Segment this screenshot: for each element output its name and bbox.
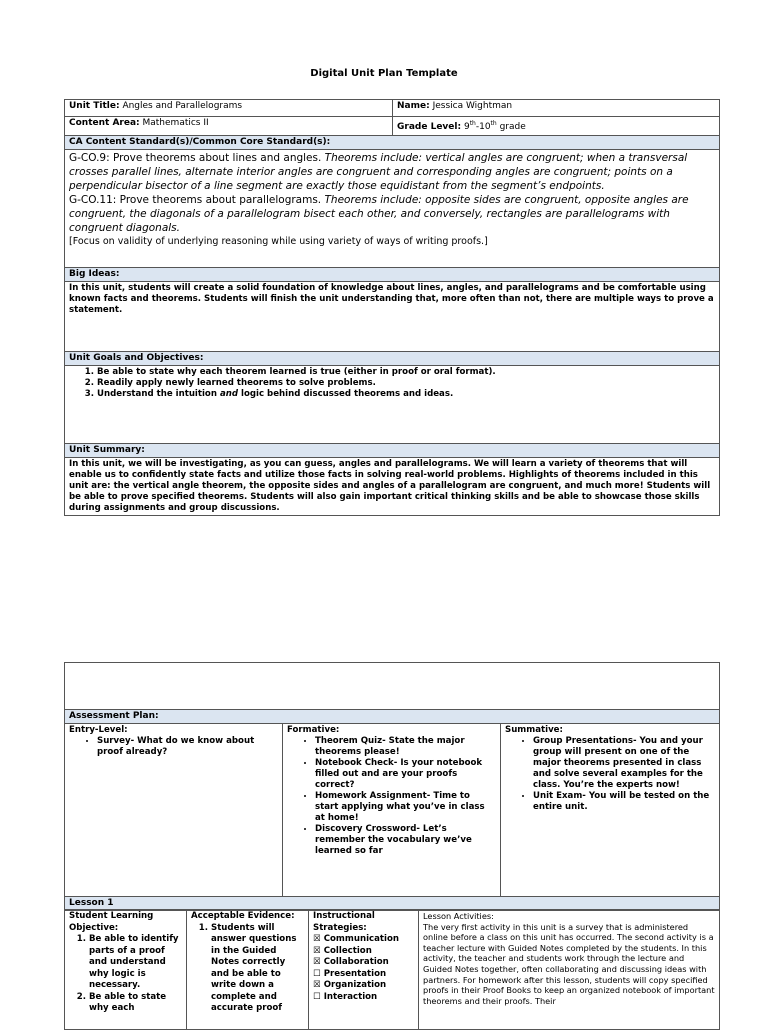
strategies-cell <box>309 910 419 1030</box>
blank-row <box>65 663 720 710</box>
assessment-header: Assessment Plan: <box>65 710 720 724</box>
activities-label: Lesson Activities: <box>423 911 494 921</box>
slo-list <box>69 934 182 1015</box>
strategies-label: Instructional Strategies: <box>313 911 375 933</box>
goals-list <box>69 367 715 400</box>
formative-item: • Discovery Crossword- Let’s remember the vocabulary we’ve learned so far <box>315 824 496 857</box>
summative-item: • Group Presentations- You and your group will present on one of the major theorems presented in class and solve several examples for the class. You’re the experts now! <box>533 736 715 791</box>
strategy-interaction[interactable]: ☐ Interaction <box>313 991 378 1002</box>
grade-level-value: 9th-10th grade <box>463 120 526 132</box>
unchecked-box-icon[interactable]: ☐ <box>313 991 321 1002</box>
standards-header: CA Content Standard(s)/Common Core Standard(s): <box>65 136 720 150</box>
formative-label: Formative: <box>287 725 340 735</box>
goal-item: 1. Be able to state why each theorem learned is true (either in proof or oral format). <box>97 367 715 378</box>
standards-body <box>65 150 720 268</box>
unit-title-cell <box>65 100 393 117</box>
strategy-presentation[interactable]: ☐ Presentation <box>313 968 387 979</box>
formative-item: • Theorem Quiz- State the major theorems please! <box>315 736 496 758</box>
evidence-cell <box>187 910 309 1030</box>
summary-body: In this unit, we will be investigating, as you can guess, angles and parallelograms. We will learn a variety of theorems that will enable us to confidently state facts and utilize those facts in solving real-world problems. Highlights of theorems included in this unit are: the vertical angle theorem, the opposite sides and angles of a parallelogram are congruent, and much more! Students will be able to prove specified theorems. Students will also gain important critical thinking skills and be able to showcase those skills during assignments and group discussions. <box>65 458 720 516</box>
formative-list <box>287 736 496 857</box>
content-area-cell <box>65 117 393 136</box>
goal-item: 3. Understand the intuition and logic behind discussed theorems and ideas. <box>97 389 715 400</box>
assessment-table <box>64 662 720 911</box>
summative-item: • Unit Exam- You will be tested on the entire unit. <box>533 791 715 813</box>
big-ideas-body: In this unit, students will create a solid foundation of knowledge about lines, angles, and parallelograms and be comfortable using known facts and theorems. Students will finish the unit understanding that, more often than not, there are multiple ways to prove a statement. <box>65 282 720 352</box>
formative-cell <box>283 724 501 897</box>
goals-body <box>65 366 720 444</box>
activities-cell <box>419 910 720 1030</box>
entry-level-cell <box>65 724 283 897</box>
evidence-label: Acceptable Evidence: <box>191 911 295 921</box>
strategy-communication[interactable]: ☒ Communication <box>313 934 399 944</box>
checked-box-icon[interactable]: ☒ <box>313 945 321 956</box>
formative-item: • Notebook Check- Is your notebook filled out and are your proofs correct? <box>315 758 496 791</box>
big-ideas-header: Big Ideas: <box>65 268 720 282</box>
checked-box-icon[interactable]: ☒ <box>313 957 321 967</box>
summary-header: Unit Summary: <box>65 444 720 458</box>
slo-item: 2. Be able to state why each <box>89 992 182 1015</box>
activities-text: The very first activity in this unit is a survey that is administered online before a class on this unit has occurred. The second activity is a teacher lecture with Guided Notes completed by the students. In this activity, the teacher and students work through the lecture and Guided Notes together, often collaborating and discussing ideas with partners. For homework after this lesson, students will copy specified proofs in their Proof Books to keep an organized notebook of important theorems and their proofs. Their <box>423 921 715 1006</box>
unit-info-table <box>64 99 720 516</box>
name-value: Jessica Wightman <box>432 101 513 111</box>
standards-note: [Focus on validity of underlying reasoning while using variety of ways of writing proofs.] <box>69 236 488 247</box>
name-cell <box>393 100 720 117</box>
strategy-collection[interactable]: ☒ Collection <box>313 945 372 956</box>
slo-item: 1. Be able to identify parts of a proof and understand why logic is necessary. <box>89 934 182 992</box>
standard-gco9: G-CO.9: Prove theorems about lines and angles. Theorems include: vertical angles are congruent; when a transversal crosses parallel lines, alternate interior angles are congruent and corresponding angles are congruent; points on a perpendicular bisector of a line segment are exactly those equidistant from the segment’s endpoints. <box>69 152 688 192</box>
entry-level-label: Entry-Level: <box>69 725 128 735</box>
name-label: Name: <box>397 101 430 111</box>
summative-list <box>505 736 715 813</box>
goal-item: 2. Readily apply newly learned theorems to solve problems. <box>97 378 715 389</box>
evidence-list <box>191 923 304 1015</box>
summative-cell <box>501 724 720 897</box>
summative-label: Summative: <box>505 725 563 735</box>
unchecked-box-icon[interactable]: ☐ <box>313 968 321 979</box>
entry-item: • Survey- What do we know about proof already? <box>97 736 278 758</box>
lesson1-header: Lesson 1 <box>65 897 720 911</box>
content-area-label: Content Area: <box>69 118 140 128</box>
document-title: Digital Unit Plan Template <box>310 68 458 79</box>
goals-header: Unit Goals and Objectives: <box>65 352 720 366</box>
strategy-collaboration[interactable]: ☒ Collaboration <box>313 957 389 967</box>
standard-gco11: G-CO.11: Prove theorems about parallelograms. Theorems include: opposite sides are congruent, opposite angles are congruent, the diagonals of a parallelogram bisect each other, and conversely, rectangles are parallelograms with congruent diagonals. <box>69 194 689 234</box>
unit-title-label: Unit Title: <box>69 101 120 111</box>
formative-item: • Homework Assignment- Time to start applying what you’ve in class at home! <box>315 791 496 824</box>
evidence-item: 1. Students will answer questions in the Guided Notes correctly and be able to write down a complete and accurate proof <box>211 923 304 1015</box>
content-area-value: Mathematics II <box>142 118 209 128</box>
lesson1-table <box>64 909 720 1030</box>
checked-box-icon[interactable]: ☒ <box>313 934 321 944</box>
checked-box-icon[interactable]: ☒ <box>313 980 321 990</box>
grade-level-label: Grade Level: <box>397 122 462 132</box>
slo-label: Student Learning Objective: <box>69 911 154 933</box>
strategy-organization[interactable]: ☒ Organization <box>313 980 387 990</box>
slo-cell <box>65 910 187 1030</box>
entry-level-list <box>69 736 278 758</box>
unit-title-value: Angles and Parallelograms <box>122 101 243 111</box>
grade-level-cell <box>393 117 720 136</box>
